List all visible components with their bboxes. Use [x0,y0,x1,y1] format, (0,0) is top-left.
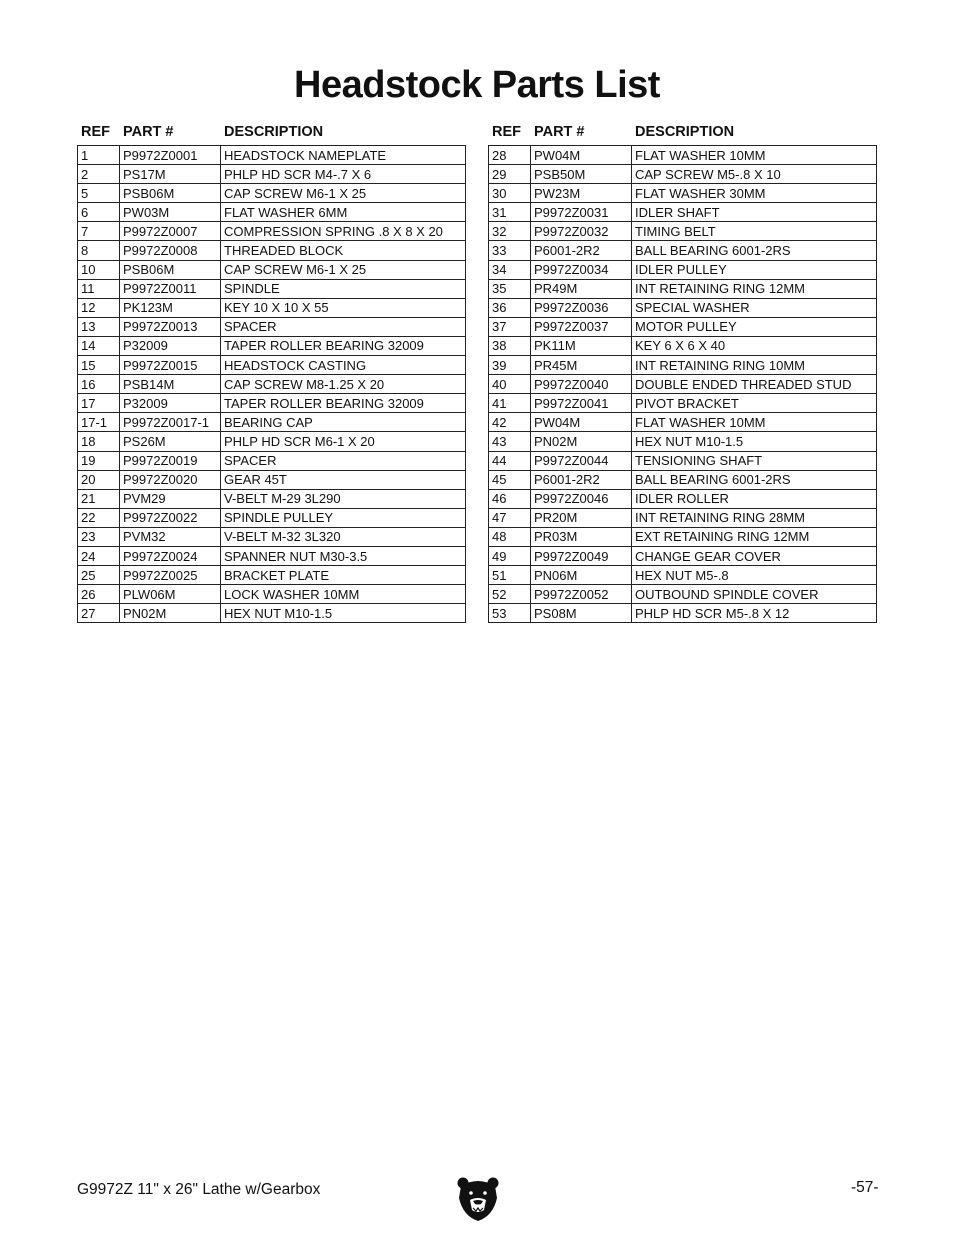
description-cell: HEX NUT M10-1.5 [221,604,466,623]
table-row [489,260,877,279]
ref-cell: 1 [78,146,120,165]
description-cell: BEARING CAP [221,413,466,432]
part-number-cell: P9972Z0031 [531,203,632,222]
ref-cell: 43 [489,432,531,451]
table-row [78,585,466,604]
part-number-cell: P9972Z0032 [531,222,632,241]
table-row [489,317,877,336]
ref-cell: 2 [78,165,120,184]
ref-cell: 39 [489,356,531,375]
ref-cell: 42 [489,413,531,432]
header-ref: REF [81,124,110,140]
ref-cell: 34 [489,260,531,279]
description-cell: HEX NUT M10-1.5 [632,432,877,451]
part-number-cell: PS26M [120,432,221,451]
description-cell: BALL BEARING 6001-2RS [632,470,877,489]
description-cell: V-BELT M-32 3L320 [221,527,466,546]
description-cell: HEADSTOCK NAMEPLATE [221,146,466,165]
table-row [78,604,466,623]
ref-cell: 52 [489,585,531,604]
part-number-cell: PSB06M [120,184,221,203]
ref-cell: 19 [78,451,120,470]
grizzly-bear-head-icon [457,1176,499,1222]
part-number-cell: P9972Z0025 [120,566,221,585]
part-number-cell: P9972Z0007 [120,222,221,241]
part-number-cell: PVM29 [120,489,221,508]
part-number-cell: PSB06M [120,260,221,279]
part-number-cell: PK123M [120,298,221,317]
description-cell: CAP SCREW M8-1.25 X 20 [221,375,466,394]
ref-cell: 38 [489,336,531,355]
ref-cell: 29 [489,165,531,184]
table-row [78,260,466,279]
ref-cell: 26 [78,585,120,604]
description-cell: SPACER [221,451,466,470]
part-number-cell: P9972Z0011 [120,279,221,298]
description-cell: TAPER ROLLER BEARING 32009 [221,394,466,413]
footer-model: G9972Z 11" x 26" Lathe w/Gearbox [77,1181,321,1198]
ref-cell: 13 [78,317,120,336]
ref-cell: 48 [489,527,531,546]
table-row [489,413,877,432]
description-cell: IDLER ROLLER [632,489,877,508]
description-cell: CAP SCREW M5-.8 X 10 [632,165,877,184]
part-number-cell: P9972Z0036 [531,298,632,317]
part-number-cell: PN02M [120,604,221,623]
part-number-cell: P9972Z0046 [531,489,632,508]
description-cell: PHLP HD SCR M5-.8 X 12 [632,604,877,623]
table-row [78,222,466,241]
ref-cell: 44 [489,451,531,470]
part-number-cell: PN02M [531,432,632,451]
part-number-cell: P9972Z0052 [531,585,632,604]
header-ref: REF [492,124,521,140]
header-description: DESCRIPTION [635,124,735,140]
table-row [489,394,877,413]
part-number-cell: PR49M [531,279,632,298]
table-row [489,165,877,184]
ref-cell: 22 [78,508,120,527]
table-row [489,146,877,165]
table-row [489,356,877,375]
table-row [78,375,466,394]
description-cell: COMPRESSION SPRING .8 X 8 X 20 [221,222,466,241]
ref-cell: 8 [78,241,120,260]
table-row [78,356,466,375]
part-number-cell: PW03M [120,203,221,222]
parts-table [77,145,466,623]
ref-cell: 16 [78,375,120,394]
ref-cell: 30 [489,184,531,203]
table-row [489,546,877,565]
description-cell: CHANGE GEAR COVER [632,546,877,565]
description-cell: SPINDLE [221,279,466,298]
part-number-cell: P9972Z0024 [120,546,221,565]
description-cell: CAP SCREW M6-1 X 25 [221,260,466,279]
header-part: PART # [123,124,174,140]
part-number-cell: PW23M [531,184,632,203]
ref-cell: 36 [489,298,531,317]
part-number-cell: P9972Z0008 [120,241,221,260]
table-row [489,279,877,298]
table-row [489,585,877,604]
parts-table-left [77,122,465,623]
part-number-cell: PVM32 [120,527,221,546]
table-row [489,527,877,546]
table-row [489,470,877,489]
ref-cell: 24 [78,546,120,565]
table-row [78,165,466,184]
ref-cell: 33 [489,241,531,260]
part-number-cell: P9972Z0015 [120,356,221,375]
table-row [78,203,466,222]
ref-cell: 17-1 [78,413,120,432]
ref-cell: 23 [78,527,120,546]
description-cell: INT RETAINING RING 10MM [632,356,877,375]
description-cell: OUTBOUND SPINDLE COVER [632,585,877,604]
table-row [489,184,877,203]
ref-cell: 46 [489,489,531,508]
description-cell: PHLP HD SCR M6-1 X 20 [221,432,466,451]
description-cell: KEY 6 X 6 X 40 [632,336,877,355]
ref-cell: 53 [489,604,531,623]
table-row [78,508,466,527]
table-row [489,203,877,222]
part-number-cell: PW04M [531,146,632,165]
table-row [489,508,877,527]
description-cell: TENSIONING SHAFT [632,451,877,470]
table-row [78,394,466,413]
header-description: DESCRIPTION [224,124,324,140]
description-cell: BRACKET PLATE [221,566,466,585]
part-number-cell: P9972Z0001 [120,146,221,165]
table-header [77,122,465,145]
part-number-cell: P9972Z0037 [531,317,632,336]
ref-cell: 28 [489,146,531,165]
ref-cell: 11 [78,279,120,298]
header-part: PART # [534,124,585,140]
table-row [78,566,466,585]
table-row [78,241,466,260]
table-row [489,489,877,508]
table-row [78,432,466,451]
description-cell: SPANNER NUT M30-3.5 [221,546,466,565]
ref-cell: 10 [78,260,120,279]
ref-cell: 37 [489,317,531,336]
ref-cell: 18 [78,432,120,451]
ref-cell: 32 [489,222,531,241]
part-number-cell: P32009 [120,394,221,413]
part-number-cell: P9972Z0020 [120,470,221,489]
part-number-cell: P9972Z0040 [531,375,632,394]
page-number: -57- [851,1179,879,1196]
ref-cell: 45 [489,470,531,489]
ref-cell: 17 [78,394,120,413]
description-cell: TAPER ROLLER BEARING 32009 [221,336,466,355]
table-row [78,489,466,508]
description-cell: PIVOT BRACKET [632,394,877,413]
table-row [489,604,877,623]
description-cell: GEAR 45T [221,470,466,489]
ref-cell: 27 [78,604,120,623]
part-number-cell: P6001-2R2 [531,470,632,489]
table-row [489,298,877,317]
part-number-cell: PW04M [531,413,632,432]
part-number-cell: PLW06M [120,585,221,604]
description-cell: IDLER SHAFT [632,203,877,222]
table-row [489,241,877,260]
ref-cell: 31 [489,203,531,222]
ref-cell: 6 [78,203,120,222]
description-cell: EXT RETAINING RING 12MM [632,527,877,546]
table-row [489,451,877,470]
description-cell: FLAT WASHER 30MM [632,184,877,203]
table-row [78,413,466,432]
part-number-cell: PR03M [531,527,632,546]
part-number-cell: P9972Z0022 [120,508,221,527]
part-number-cell: PSB14M [120,375,221,394]
part-number-cell: P9972Z0041 [531,394,632,413]
part-number-cell: P9972Z0044 [531,451,632,470]
part-number-cell: P9972Z0019 [120,451,221,470]
description-cell: PHLP HD SCR M4-.7 X 6 [221,165,466,184]
table-row [78,298,466,317]
ref-cell: 47 [489,508,531,527]
table-header [488,122,876,145]
description-cell: LOCK WASHER 10MM [221,585,466,604]
part-number-cell: P9972Z0034 [531,260,632,279]
table-row [489,566,877,585]
part-number-cell: P9972Z0017-1 [120,413,221,432]
description-cell: INT RETAINING RING 28MM [632,508,877,527]
table-row [78,279,466,298]
part-number-cell: P9972Z0013 [120,317,221,336]
description-cell: KEY 10 X 10 X 55 [221,298,466,317]
part-number-cell: PR20M [531,508,632,527]
table-row [78,184,466,203]
part-number-cell: PK11M [531,336,632,355]
table-row [78,451,466,470]
description-cell: CAP SCREW M6-1 X 25 [221,184,466,203]
description-cell: SPACER [221,317,466,336]
table-row [78,336,466,355]
ref-cell: 35 [489,279,531,298]
table-row [78,317,466,336]
part-number-cell: P32009 [120,336,221,355]
description-cell: MOTOR PULLEY [632,317,877,336]
ref-cell: 41 [489,394,531,413]
ref-cell: 49 [489,546,531,565]
ref-cell: 21 [78,489,120,508]
description-cell: IDLER PULLEY [632,260,877,279]
part-number-cell: P9972Z0049 [531,546,632,565]
page-title: Headstock Parts List [294,64,660,106]
description-cell: TIMING BELT [632,222,877,241]
description-cell: HEADSTOCK CASTING [221,356,466,375]
description-cell: THREADED BLOCK [221,241,466,260]
description-cell: FLAT WASHER 10MM [632,413,877,432]
ref-cell: 25 [78,566,120,585]
ref-cell: 20 [78,470,120,489]
table-row [78,146,466,165]
ref-cell: 40 [489,375,531,394]
part-number-cell: PSB50M [531,165,632,184]
description-cell: SPINDLE PULLEY [221,508,466,527]
table-row [489,375,877,394]
parts-table-right [488,122,876,623]
description-cell: FLAT WASHER 10MM [632,146,877,165]
parts-table [488,145,877,623]
description-cell: FLAT WASHER 6MM [221,203,466,222]
description-cell: BALL BEARING 6001-2RS [632,241,877,260]
part-number-cell: PN06M [531,566,632,585]
part-number-cell: PS08M [531,604,632,623]
description-cell: V-BELT M-29 3L290 [221,489,466,508]
part-number-cell: PS17M [120,165,221,184]
description-cell: SPECIAL WASHER [632,298,877,317]
ref-cell: 7 [78,222,120,241]
part-number-cell: P6001-2R2 [531,241,632,260]
ref-cell: 15 [78,356,120,375]
table-row [489,432,877,451]
ref-cell: 51 [489,566,531,585]
table-row [78,546,466,565]
table-row [489,222,877,241]
table-row [78,470,466,489]
table-row [78,527,466,546]
ref-cell: 12 [78,298,120,317]
ref-cell: 5 [78,184,120,203]
description-cell: INT RETAINING RING 12MM [632,279,877,298]
description-cell: DOUBLE ENDED THREADED STUD [632,375,877,394]
description-cell: HEX NUT M5-.8 [632,566,877,585]
ref-cell: 14 [78,336,120,355]
table-row [489,336,877,355]
part-number-cell: PR45M [531,356,632,375]
